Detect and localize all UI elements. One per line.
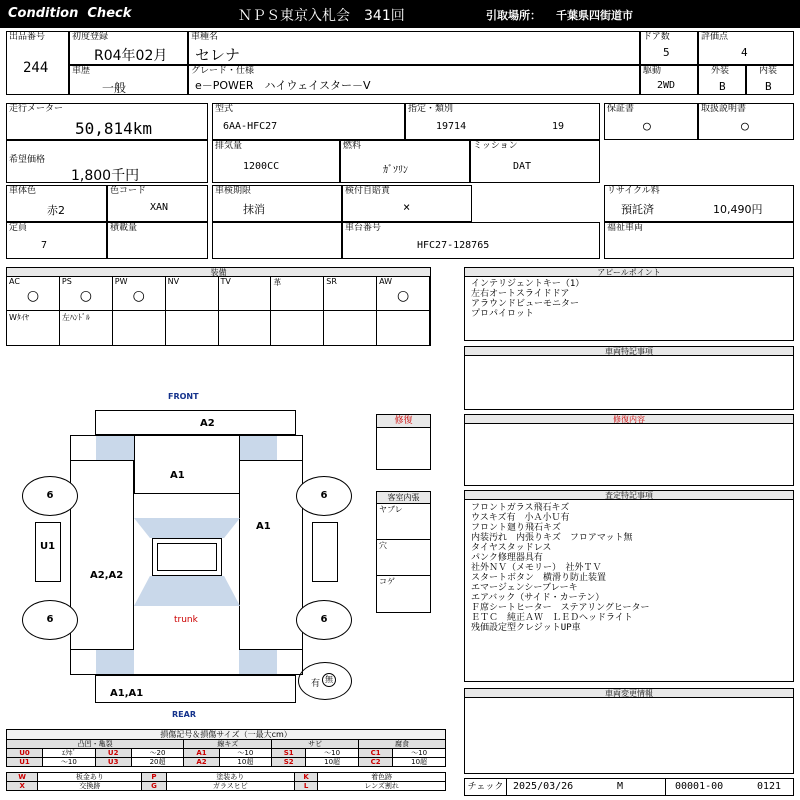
drive-value: 2WD (657, 80, 676, 91)
header-bar (0, 0, 800, 28)
transmission-value: DAT (513, 161, 532, 172)
roof-inner (157, 543, 217, 571)
footer-divider (665, 779, 666, 795)
first-registration-cell (69, 31, 188, 65)
self-weight-cell (342, 185, 472, 222)
tire-front-left: 6 (22, 476, 78, 516)
legend-col-head: 凸凹・亀裂 (7, 740, 184, 749)
appeal-line: インテリジェントキー（1） (471, 279, 585, 289)
inspector-note-line: フロント廻り飛石キズ (471, 523, 561, 533)
left-side-panel (70, 460, 134, 650)
equipment-mark: ○ (26, 288, 40, 304)
fuel-value: ｶﾞｿﾘﾝ (383, 165, 408, 176)
footer-code-2: 0121 (757, 781, 782, 792)
equipment-cell-tv (219, 277, 272, 311)
appeal-lines (471, 279, 584, 319)
cabin-item-hole: 穴 (377, 540, 430, 576)
condition-check-title: Condition Check (8, 6, 132, 21)
inspection-value: 抹消 (243, 203, 265, 216)
legend-table (6, 739, 446, 767)
inspector-note-line: 内装汚れ 内張りキズ フロアマット無 (471, 533, 633, 543)
score-cell (698, 31, 794, 65)
body-color-value: 赤2 (47, 204, 65, 217)
equipment-extra-cell (324, 311, 377, 345)
equipment-mark: ○ (132, 288, 145, 304)
equipment-cell-sr (324, 277, 377, 311)
repair-box (376, 414, 431, 470)
legend-desc: ～20 (131, 749, 184, 758)
designation-value-2: 19 (552, 121, 565, 132)
grade-value: e－POWER ハイウェイスター－V (195, 79, 371, 92)
inspector-note-line: 残価設定型クレジットUP車 (471, 623, 581, 633)
equipment-cell-pw (113, 277, 166, 311)
history-cell (69, 65, 188, 95)
welfare-label: 福祉車両 (607, 223, 644, 233)
equipment-extra-cell (166, 311, 219, 345)
inspector-note-line: スタートボタン 横滑り防止装置 (471, 573, 607, 583)
designation-value-1: 19714 (436, 121, 467, 132)
legend-code: P (142, 773, 166, 782)
displacement-cell (212, 140, 340, 183)
equipment-cell-aw (377, 277, 430, 311)
color-code-cell (107, 185, 208, 222)
car-diagram (0, 388, 460, 728)
warranty-value: ○ (643, 119, 651, 134)
equipment-cell-ac (7, 277, 60, 311)
fuel-label: 燃料 (343, 141, 362, 151)
exterior-value: B (719, 80, 726, 93)
legend-code: C2 (358, 758, 392, 767)
rear-label: REAR (172, 710, 196, 719)
spare-tire-label: 有 (311, 679, 321, 689)
equipment-title: 装備 (7, 268, 430, 277)
self-weight-value: × (403, 200, 411, 214)
auction-title: ＮＰＳ東京入札会 341回 (238, 8, 405, 24)
displacement-value: 1200CC (243, 161, 280, 172)
equipment-label: AC (9, 277, 20, 286)
damage-legend (6, 729, 446, 791)
transmission-cell (470, 140, 600, 183)
left-side-mark: A2,A2 (90, 570, 124, 581)
hood-panel (134, 435, 240, 494)
appeal-line: アラウンドビューモニター (471, 299, 580, 309)
legend-col-head: 線キズ (184, 740, 272, 749)
footer-bar (464, 778, 794, 796)
model-name-value: セレナ (195, 46, 241, 64)
legend-col-head: 腐食 (358, 740, 445, 749)
trunk-label: trunk (174, 615, 198, 625)
pickup-location: 千葉県四街道市 (556, 9, 633, 22)
legend-code: U2 (95, 749, 131, 758)
transmission-label: ミッション (473, 141, 518, 151)
legend-code: W (7, 773, 38, 782)
inspector-note-line: Ｆ席シートヒーター ステアリングヒーター (471, 603, 650, 613)
score-value: 4 (741, 46, 748, 59)
inspector-note-line: エマージェンシーブレーキ (471, 583, 578, 593)
chassis-label: 車台番号 (345, 223, 382, 233)
legend-desc: 交換跡 (38, 782, 142, 791)
doors-label: ドア数 (643, 32, 670, 42)
grade-cell (188, 65, 640, 95)
body-color-label: 車体色 (9, 186, 37, 196)
front-bumper (95, 410, 296, 435)
inspector-note-line: ＥＴＣ 純正ＡＷ ＬＥＤヘッドライト (471, 613, 633, 623)
mileage-cell (6, 103, 208, 140)
inspector-note-line: タイヤスタッドレス (471, 543, 552, 553)
equipment-cell-ps (60, 277, 113, 311)
equipment-mark: ○ (79, 288, 92, 304)
equipment-extra-cell (60, 311, 113, 345)
hood-mark: A1 (170, 470, 185, 481)
tire-rear-right: 6 (296, 600, 352, 640)
pickup-label: 引取場所： (486, 9, 541, 22)
history-label: 車歴 (72, 66, 91, 76)
rear-right-light (239, 650, 277, 674)
inspector-note-line: ウスキズ有 小Ａ小Ｕ有 (471, 513, 570, 523)
model-name-cell (188, 31, 640, 65)
manual-label: 取扱説明書 (701, 104, 747, 114)
equipment-label: PS (61, 277, 72, 286)
interior-label: 内装 (759, 66, 778, 76)
cabin-item-burn: コゲ (379, 577, 395, 586)
legend-desc: ガラスヒビ (166, 782, 294, 791)
legend-code: U1 (7, 758, 43, 767)
color-code-label: 色コード (110, 186, 147, 196)
warranty-cell (604, 103, 698, 140)
appeal-line: 左右オートスライドドア (471, 289, 570, 299)
appeal-line: プロパイロット (471, 309, 534, 319)
equipment-extra-label: 左ﾊﾝﾄﾞﾙ (61, 313, 90, 322)
lot-number-value: 244 (23, 60, 49, 76)
legend-code: A1 (184, 749, 219, 758)
drive-label: 駆動 (643, 66, 662, 76)
first-registration-label: 初度登録 (72, 32, 109, 42)
inspector-notes-title: 査定特記事項 (465, 491, 793, 500)
rear-left-light (96, 650, 134, 674)
load-label: 積載量 (110, 223, 138, 233)
mileage-label: 走行メーター (9, 104, 64, 114)
legend-code: U3 (95, 758, 131, 767)
warranty-label: 保証書 (607, 104, 635, 114)
tire-front-right: 6 (296, 476, 352, 516)
special-panel (464, 346, 794, 410)
legend-code: L (295, 782, 318, 791)
model-code-cell (212, 103, 405, 140)
equipment-extra-cell (7, 311, 60, 345)
inspection-cell (212, 185, 342, 222)
equipment-label: TV (220, 277, 231, 286)
inspector-note-line: フロントガラス飛石キズ (471, 503, 570, 513)
equipment-label: AW (379, 277, 393, 286)
capacity-value: 7 (41, 240, 48, 251)
equipment-extra-cell (377, 311, 430, 345)
fuel-cell (340, 140, 470, 183)
legend-col-head: サビ (272, 740, 359, 749)
capacity-label: 定員 (9, 223, 28, 233)
displacement-label: 排気量 (215, 141, 243, 151)
legend-desc: 着色跡 (318, 773, 446, 782)
check-date: 2025/03/26 (513, 781, 574, 792)
doors-value: 5 (663, 46, 670, 59)
rear-window (134, 576, 240, 606)
lot-number-cell (6, 31, 69, 95)
recycle-cell (604, 185, 794, 222)
equipment-extra-cell (219, 311, 272, 345)
legend-desc: 板金あり (38, 773, 142, 782)
left-mirror (35, 522, 61, 582)
recycle-label: リサイクル料 (607, 186, 660, 196)
legend-table-2 (6, 772, 446, 791)
capacity-cell (6, 222, 107, 259)
score-label: 評価点 (701, 32, 729, 42)
equipment-cell-革 (271, 277, 324, 311)
legend-code: U0 (7, 749, 43, 758)
legend-desc: 塗装あり (166, 773, 294, 782)
check-mark: M (617, 781, 624, 792)
manual-value: ○ (741, 119, 749, 134)
tire-rear-left: 6 (22, 600, 78, 640)
equipment-grid (7, 277, 430, 345)
doors-cell (640, 31, 698, 65)
desired-price-value: 1,800千円 (71, 168, 140, 184)
equipment-label: PW (114, 277, 128, 286)
legend-desc: レンズ割れ (318, 782, 446, 791)
manual-cell (698, 103, 794, 140)
rear-bumper-mark: A1,A1 (110, 688, 144, 699)
welfare-cell (604, 222, 794, 259)
inspection-label: 車検期限 (215, 186, 252, 196)
designation-label: 指定・類別 (408, 104, 454, 114)
grade-label: グレード・仕様 (191, 66, 255, 76)
special-title: 車両特記事項 (465, 347, 793, 356)
legend-desc: ｴｸﾎﾞ (43, 749, 96, 758)
desired-price-cell (6, 140, 208, 183)
lot-number-label: 出品番号 (9, 32, 46, 42)
load-cell (107, 222, 208, 259)
model-name-label: 車種名 (191, 32, 219, 42)
exterior-cell (698, 65, 746, 95)
legend-desc: ～10 (393, 749, 446, 758)
appeal-panel (464, 267, 794, 341)
designation-cell (405, 103, 600, 140)
inspector-note-line: エアバック（サイド・カーテン） (471, 593, 605, 603)
change-info-title: 車両変更情報 (465, 689, 793, 698)
spare-tire-status: 無 (322, 673, 336, 687)
body-color-cell (6, 185, 107, 222)
equipment-label: NV (167, 277, 180, 286)
legend-desc: 10超 (219, 758, 272, 767)
legend-code: S1 (272, 749, 306, 758)
cabin-item-tear: ヤブレ (377, 504, 430, 540)
legend-code: K (295, 773, 318, 782)
spare-mark: U1 (40, 541, 56, 552)
equipment-extra-cell (271, 311, 324, 345)
chassis-value: HFC27-128765 (417, 240, 490, 251)
cabin-box (376, 491, 431, 613)
history-value: 一般 (102, 81, 127, 95)
drive-cell (640, 65, 698, 95)
inspector-notes-lines (471, 503, 650, 633)
equipment-extra-label: Wﾀｲﾔ (9, 313, 29, 322)
legend-code: X (7, 782, 38, 791)
color-code-value: XAN (150, 202, 169, 213)
repair-content-title: 修復内容 (465, 415, 793, 424)
legend-code: A2 (184, 758, 219, 767)
inspector-notes-panel (464, 490, 794, 682)
equipment-mark: ○ (396, 288, 410, 304)
equipment-label: 革 (273, 278, 282, 287)
chassis-cell (342, 222, 600, 259)
legend-title: 損傷記号＆損傷サイズ（一最大cm） (6, 729, 446, 739)
equipment-panel (6, 267, 431, 346)
legend-code: C1 (358, 749, 392, 758)
interior-cell (746, 65, 794, 95)
windshield (134, 518, 240, 538)
legend-desc: 10超 (393, 758, 446, 767)
repair-content-panel (464, 414, 794, 486)
chassis-spacer (212, 222, 342, 259)
legend-code: S2 (272, 758, 306, 767)
check-label: チェック (465, 779, 507, 795)
recycle-status: 預託済 (621, 203, 654, 216)
appeal-title: アピールポイント (465, 268, 793, 277)
repair-title: 修復 (377, 415, 430, 428)
inspector-note-line: パンク修理器具有 (471, 553, 543, 563)
model-code-value: 6AA-HFC27 (223, 121, 278, 132)
equipment-label: SR (326, 277, 337, 286)
recycle-amount: 10,490円 (713, 203, 763, 216)
mileage-value: 50,814km (75, 119, 153, 138)
right-mirror (312, 522, 338, 582)
model-code-label: 型式 (215, 104, 234, 114)
change-info-panel (464, 688, 794, 774)
right-side-panel (239, 460, 303, 650)
front-label: FRONT (168, 392, 199, 401)
footer-code-1: 00001-00 (675, 781, 724, 792)
legend-desc: ～10 (43, 758, 96, 767)
self-weight-label: 検付自賠責 (345, 186, 391, 196)
equipment-extra-cell (113, 311, 166, 345)
equipment-cell-nv (166, 277, 219, 311)
right-side-mark: A1 (256, 521, 271, 532)
legend-desc: 20超 (131, 758, 184, 767)
desired-price-label: 希望価格 (9, 155, 46, 165)
first-registration-value: R04年02月 (94, 48, 168, 64)
legend-desc: ～10 (219, 749, 272, 758)
legend-code: G (142, 782, 166, 791)
exterior-label: 外装 (711, 66, 730, 76)
legend-desc: 10超 (306, 758, 359, 767)
cabin-title: 客室内張 (377, 492, 430, 504)
interior-value: B (765, 80, 772, 93)
inspector-note-line: 社外ＮＶ（メモリー） 社外ＴＶ (471, 563, 602, 573)
legend-desc: ～10 (306, 749, 359, 758)
front-bumper-mark: A2 (200, 418, 215, 429)
